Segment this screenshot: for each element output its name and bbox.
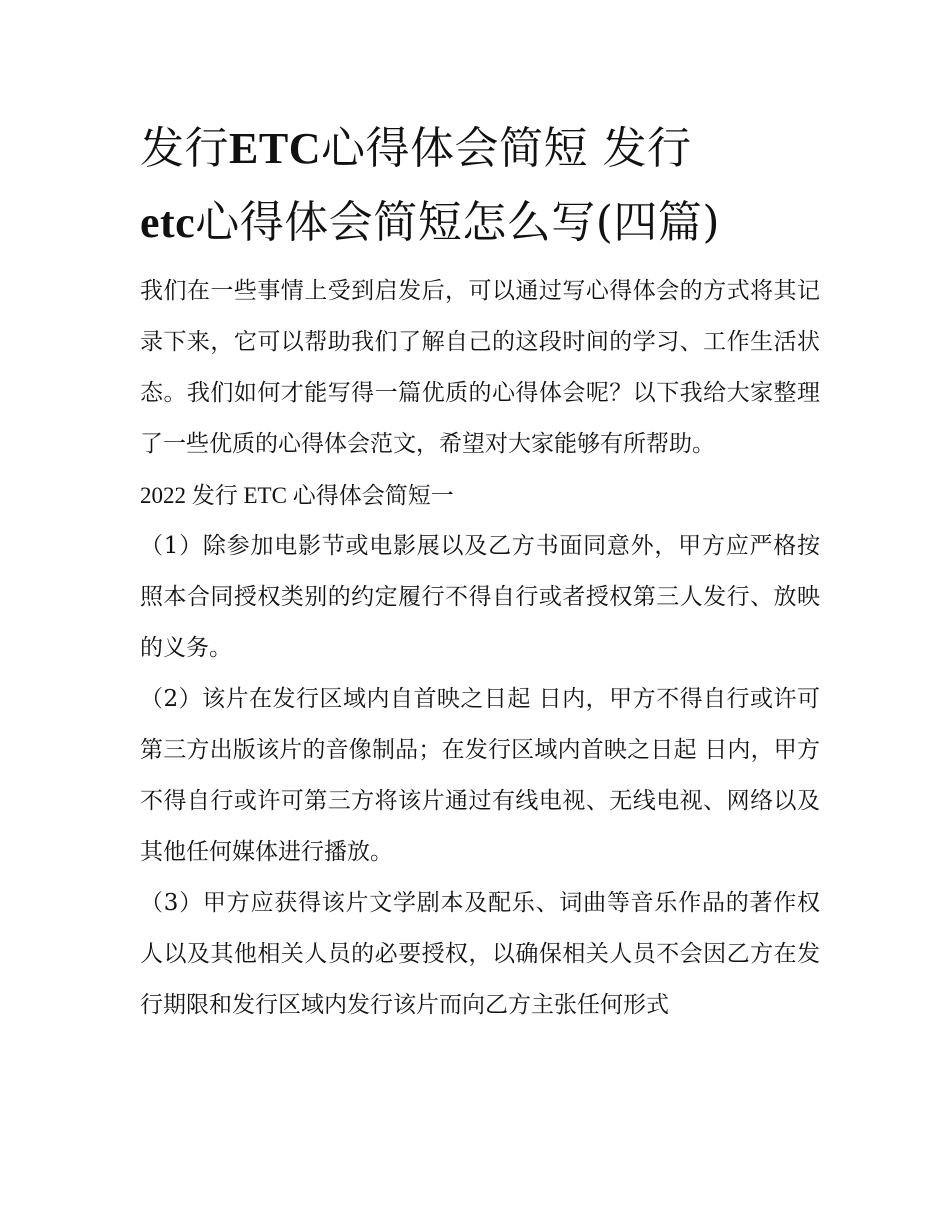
title-part-4: etc bbox=[140, 198, 196, 247]
title-part-5: 心得体会简短怎么写(四篇) bbox=[195, 197, 721, 248]
title-part-3: 心得体会简短 发行 bbox=[320, 123, 692, 174]
title-part-1: 发行 bbox=[140, 123, 229, 174]
clause-paragraph-1: （1）除参加电影节或电影展以及乙方书面同意外，甲方应严格按照本合同授权类别的约定履行不得自行或者授权第三人发行、放映的义务。 bbox=[140, 533, 820, 661]
section-heading: 2022 发行 ETC 心得体会简短一 bbox=[140, 483, 454, 508]
document-body bbox=[140, 112, 820, 1031]
title-part-2: ETC bbox=[229, 124, 321, 173]
document-title bbox=[140, 112, 820, 260]
intro-paragraph: 我们在一些事情上受到启发后，可以通过写心得体会的方式将其记录下来，它可以帮助我们了解自己的这段时间的学习、工作生活状态。我们如何才能写得一篇优质的心得体会呢？以下我给大家整理了一些优质的心得体会范文，希望对大家能够有所帮助。 bbox=[140, 278, 820, 457]
clause-paragraph-2: （2）该片在发行区域内自首映之日起 日内，甲方不得自行或许可第三方出版该片的音像制品；在发行区域内首映之日起 日内，甲方不得自行或许可第三方将该片通过有线电视、无线电视、网络以及其他任何媒体进行播放。 bbox=[140, 686, 820, 865]
clause-paragraph-3: （3）甲方应获得该片文学剧本及配乐、词曲等音乐作品的著作权人以及其他相关人员的必要授权，以确保相关人员不会因乙方在发行期限和发行区域内发行该片而向乙方主张任何形式 bbox=[140, 890, 820, 1018]
